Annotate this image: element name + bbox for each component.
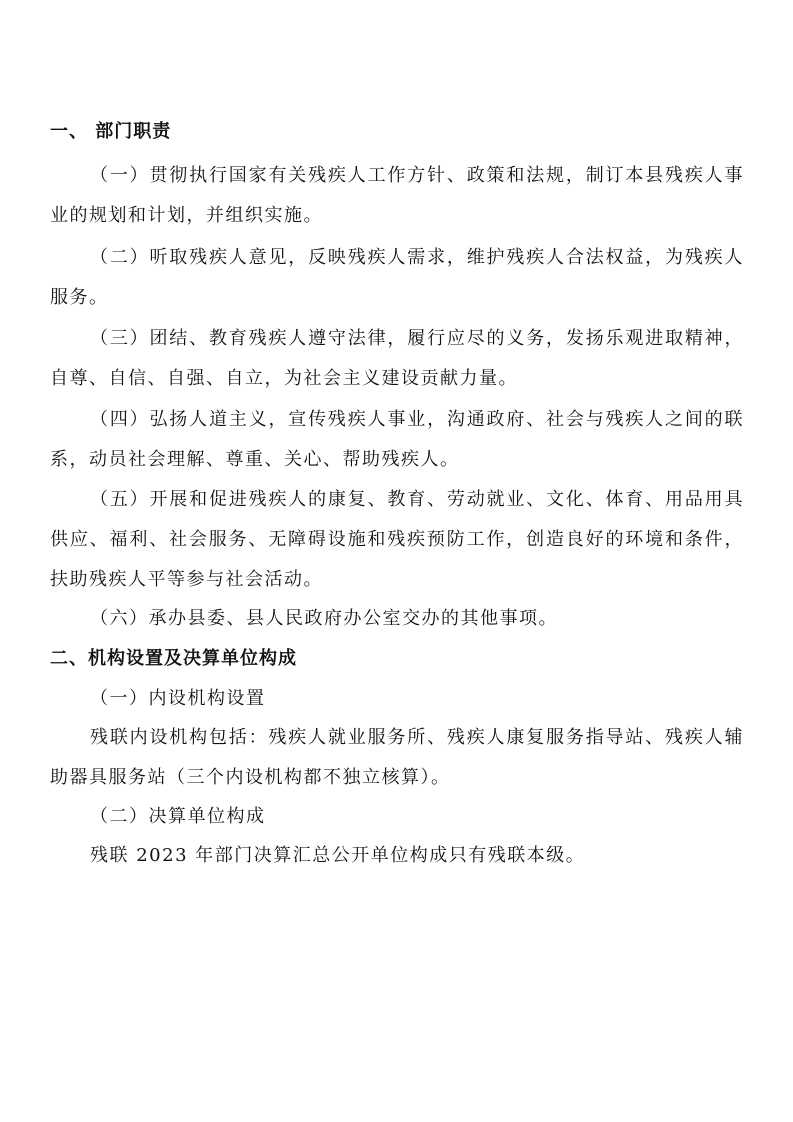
section-heading-duties: 一、 部门职责 (50, 121, 172, 142)
units-composition-text: 残联 2023 年部门决算汇总公开单位构成只有残联本级。 (90, 845, 586, 866)
duty-item-5: （五）开展和促进残疾人的康复、教育、劳动就业、文化、体育、用品用具供应、福利、社会服务、无障碍设施和残疾预防工作，创造良好的环境和条件，扶助残疾人平等参与社会活动。 (50, 489, 744, 590)
subsection-heading-internal: （一）内设机构设置 (90, 688, 266, 709)
internal-structure-text: 残联内设机构包括：残疾人就业服务所、残疾人康复服务指导站、残疾人辅助器具服务站（三个内设机构都不独立核算）。 (50, 727, 744, 788)
duty-item-4: （四）弘扬人道主义，宣传残疾人事业，沟通政府、社会与残疾人之间的联系，动员社会理解、尊重、关心、帮助残疾人。 (50, 409, 744, 470)
subsection-heading-units: （二）决算单位构成 (90, 806, 266, 827)
duty-item-2: （二）听取残疾人意见，反映残疾人需求，维护残疾人合法权益，为残疾人服务。 (50, 247, 744, 308)
duty-item-6: （六）承办县委、县人民政府办公室交办的其他事项。 (90, 608, 558, 629)
duty-item-3: （三）团结、教育残疾人遵守法律，履行应尽的义务，发扬乐观进取精神，自尊、自信、自强、自立，为社会主义建设贡献力量。 (50, 328, 744, 389)
section-heading-structure: 二、机构设置及决算单位构成 (50, 648, 297, 669)
duty-item-1: （一）贯彻执行国家有关残疾人工作方针、政策和法规，制订本县残疾人事业的规划和计划，并组织实施。 (50, 165, 744, 226)
